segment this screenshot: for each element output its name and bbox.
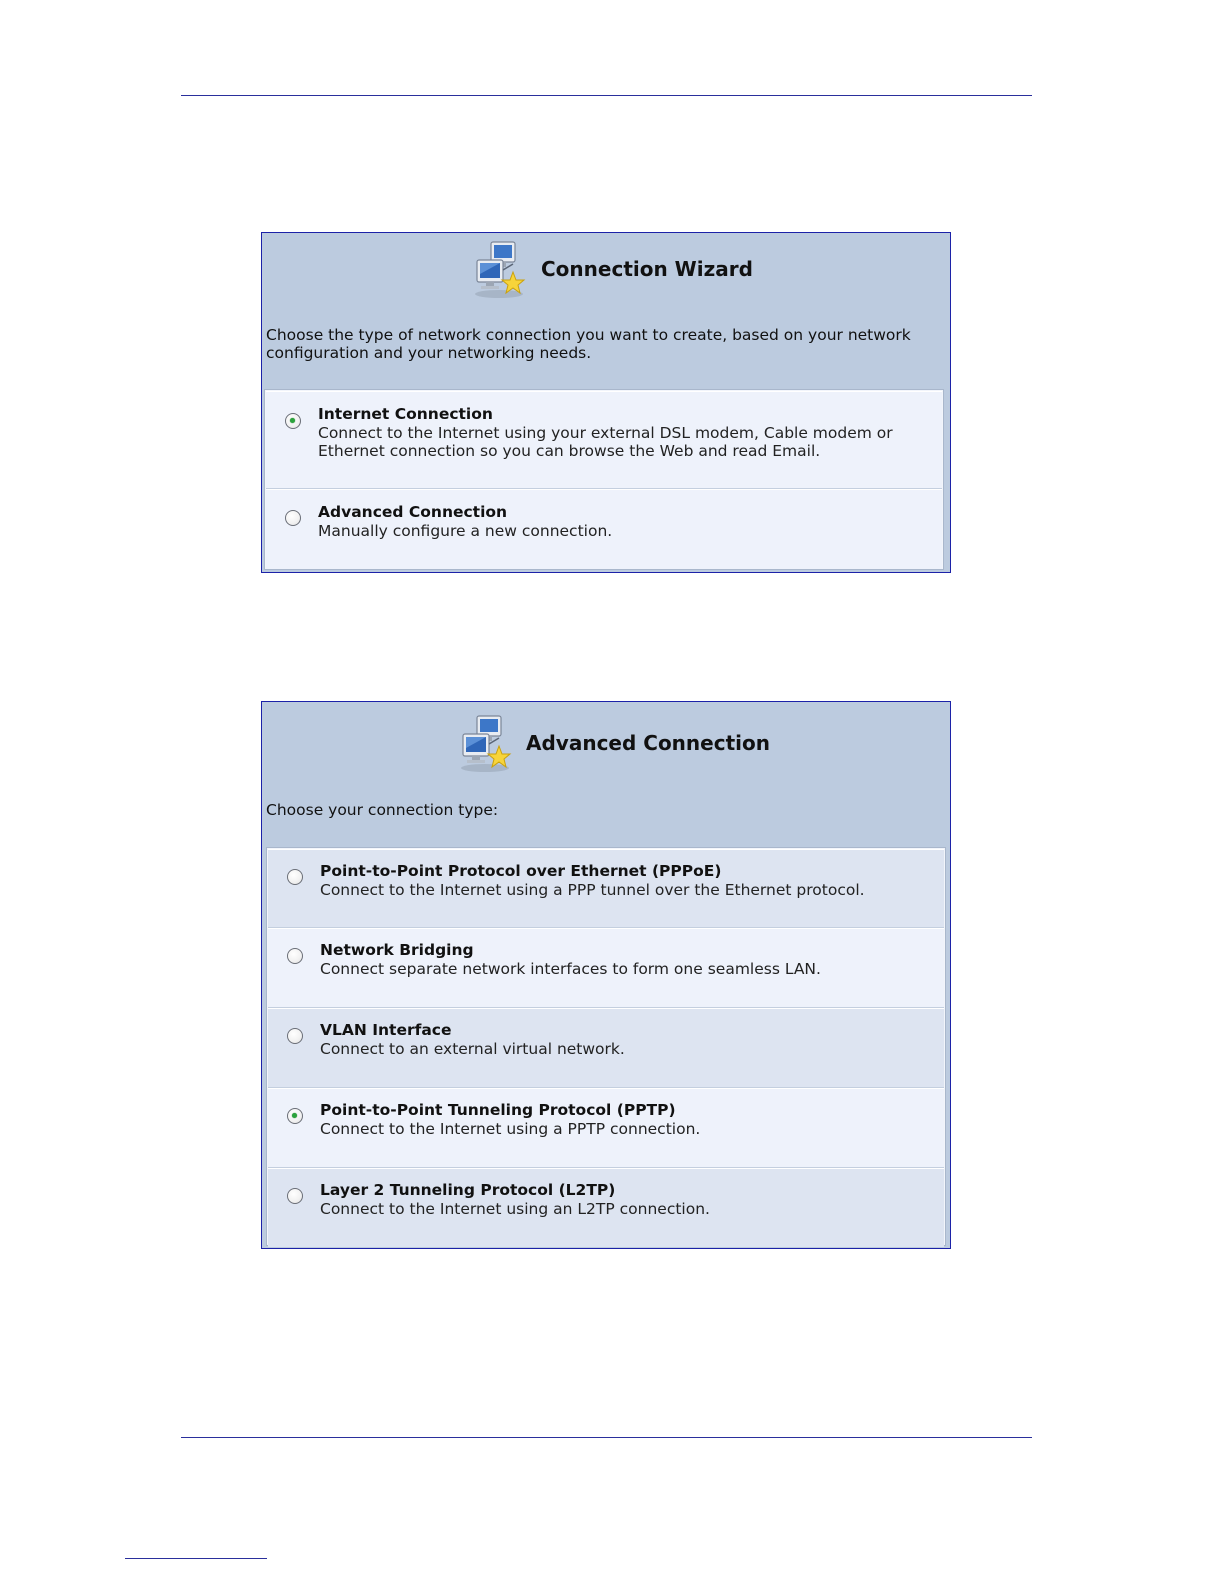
network-wizard-icon — [469, 236, 531, 300]
panel-description: Choose the type of network connection you want to create, based on your network configuration and your networking needs. — [266, 326, 911, 362]
option-l2tp[interactable] — [268, 1168, 944, 1247]
advanced-connection-panel — [261, 701, 951, 1249]
option-pppoe[interactable] — [268, 849, 944, 928]
radio-advanced-connection[interactable] — [285, 510, 301, 526]
radio-vlan-interface[interactable] — [287, 1028, 303, 1044]
option-title: VLAN Interface — [320, 1021, 452, 1039]
network-wizard-icon — [455, 710, 517, 774]
radio-pptp[interactable] — [287, 1108, 303, 1124]
radio-pppoe[interactable] — [287, 869, 303, 885]
option-pptp[interactable] — [268, 1088, 944, 1168]
radio-internet-connection[interactable] — [285, 413, 301, 429]
footer-rule — [181, 1437, 1032, 1438]
option-advanced-connection[interactable] — [266, 489, 942, 569]
radio-selected-dot — [292, 1113, 297, 1118]
header-rule — [181, 95, 1032, 96]
option-description: Connect to the Internet using a PPTP connection. — [320, 1120, 701, 1138]
option-title: Point-to-Point Tunneling Protocol (PPTP) — [320, 1101, 676, 1119]
option-description: Connect to the Internet using your external DSL modem, Cable modem or Ethernet connection so you can browse the Web and read Email. — [318, 424, 893, 460]
option-title: Point-to-Point Protocol over Ethernet (PPPoE) — [320, 862, 722, 880]
panel-title: Advanced Connection — [526, 731, 770, 755]
radio-l2tp[interactable] — [287, 1188, 303, 1204]
option-title: Internet Connection — [318, 405, 493, 423]
option-title: Layer 2 Tunneling Protocol (L2TP) — [320, 1181, 616, 1199]
connection-wizard-panel — [261, 232, 951, 573]
connection-options — [265, 390, 943, 569]
option-description: Connect to the Internet using a PPP tunnel over the Ethernet protocol. — [320, 881, 865, 899]
option-network-bridging[interactable] — [268, 928, 944, 1008]
option-vlan-interface[interactable] — [268, 1008, 944, 1088]
option-description: Connect separate network interfaces to form one seamless LAN. — [320, 960, 821, 978]
option-description: Connect to the Internet using an L2TP connection. — [320, 1200, 710, 1218]
option-title: Advanced Connection — [318, 503, 508, 521]
radio-network-bridging[interactable] — [287, 948, 303, 964]
option-description: Connect to an external virtual network. — [320, 1040, 625, 1058]
option-description: Manually configure a new connection. — [318, 522, 613, 540]
option-internet-connection[interactable] — [266, 391, 942, 489]
panel-title: Connection Wizard — [541, 257, 753, 281]
option-title: Network Bridging — [320, 941, 474, 959]
panel-description: Choose your connection type: — [266, 801, 499, 819]
connection-type-options — [267, 848, 945, 1245]
radio-selected-dot — [290, 418, 295, 423]
footnote-rule — [125, 1558, 267, 1559]
